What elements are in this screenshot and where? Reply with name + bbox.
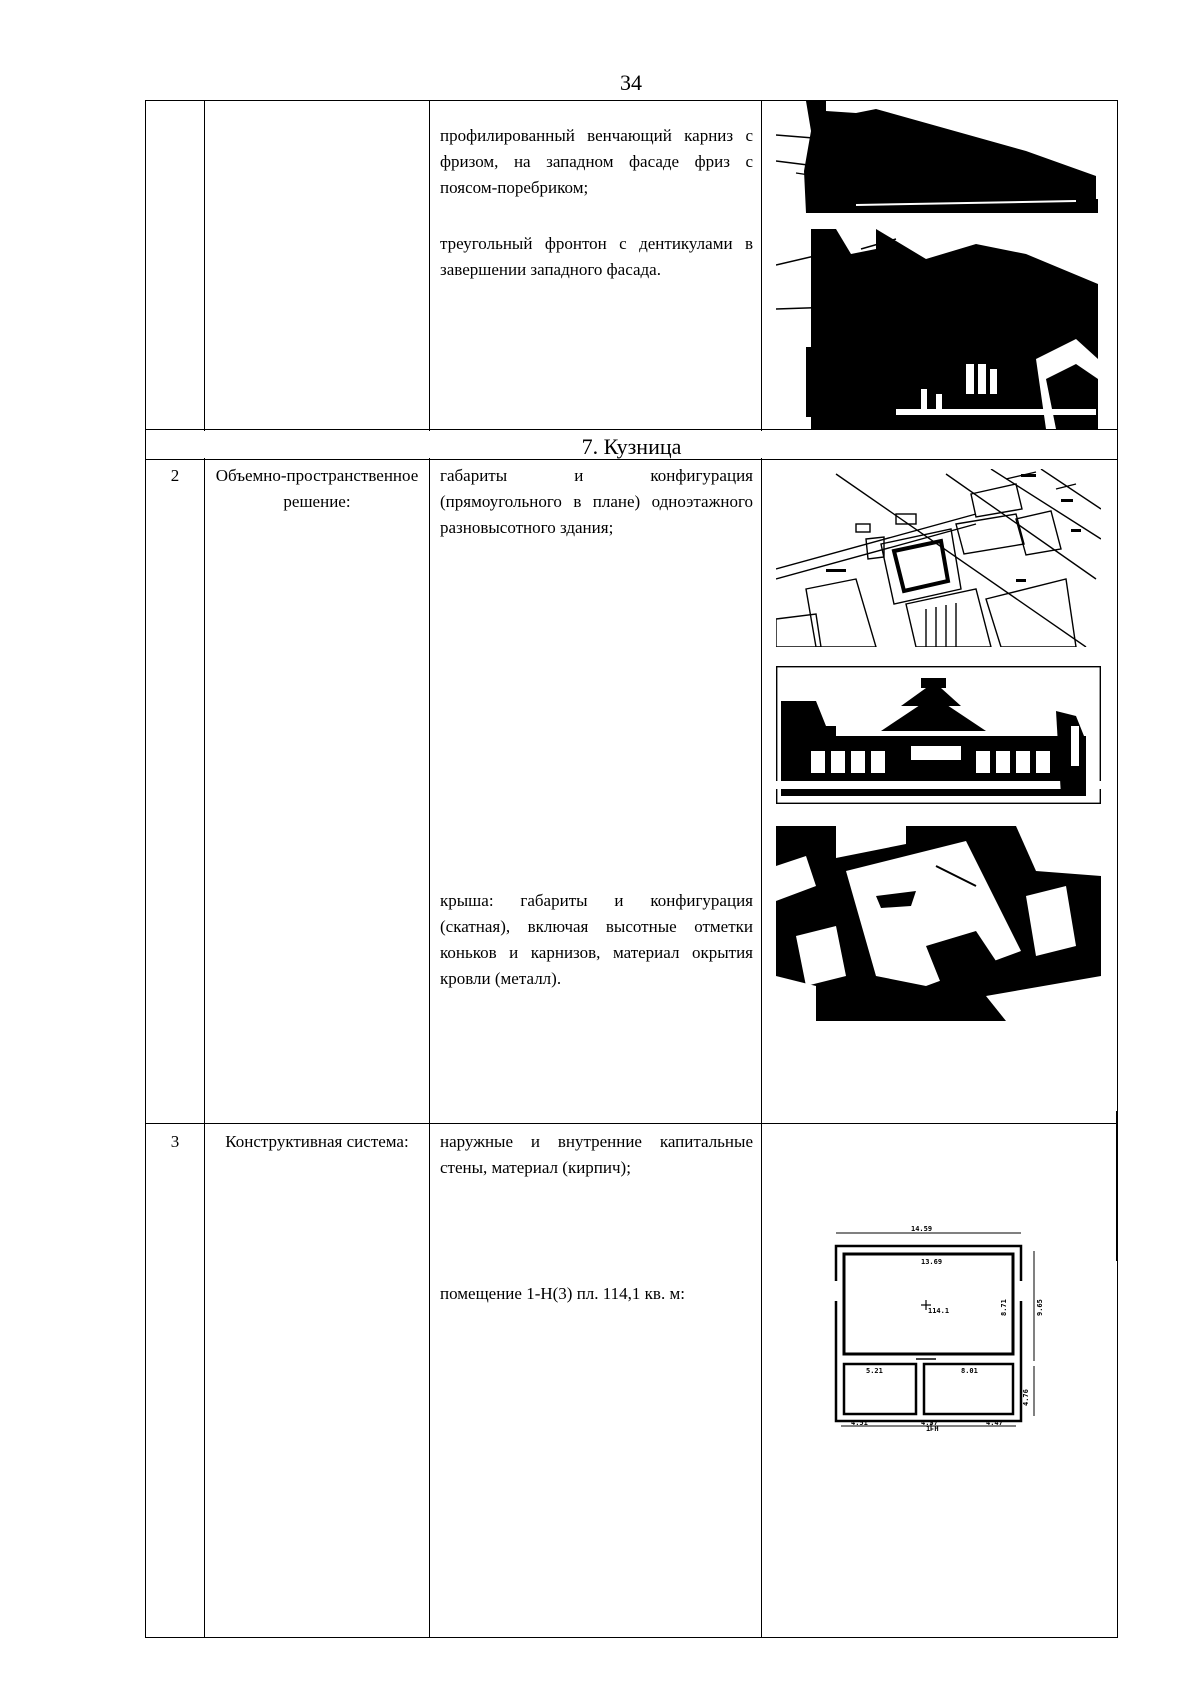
row-2-description-dimensions: габариты и конфигурация (прямоугольного в плане) одноэтажного разновысотного здания; bbox=[440, 466, 753, 537]
row-2-description-roof: крыша: габариты и конфигурация (скатная), включая высотные отметки коньков и карнизов, материал окрытия кровли (металл). bbox=[440, 891, 753, 988]
floor-plan-label: 8.71 bbox=[1000, 1299, 1008, 1316]
row-divider-row3 bbox=[146, 1123, 1117, 1124]
cornice-photo bbox=[776, 101, 1098, 213]
facade-photo bbox=[776, 666, 1101, 804]
row-3-description-room: помещение 1-Н(3) пл. 114,1 кв. м: bbox=[440, 1284, 685, 1303]
document-table bbox=[145, 100, 1118, 1638]
row-3-number: 3 bbox=[170, 1132, 180, 1151]
top-row-description-cornice: профилированный венчающий карниз с фризом, на западном фасаде фриз с поясом-поребриком; bbox=[440, 126, 753, 197]
floor-plan-label: 9.65 bbox=[1036, 1299, 1044, 1316]
top-row-description-pediment: треугольный фронтон с дентикулами в завершении западного фасада. bbox=[440, 234, 753, 279]
floor-plan-label: 13.69 bbox=[921, 1258, 943, 1266]
column-divider-1 bbox=[204, 101, 205, 1637]
row-2-name: Объемно-пространственное решение: bbox=[215, 466, 419, 511]
floor-plan-drawing bbox=[816, 1221, 1056, 1431]
row-divider-section bbox=[146, 429, 1117, 430]
row-divider-row2 bbox=[146, 459, 1117, 460]
row-2-number: 2 bbox=[170, 466, 180, 485]
floor-plan-label: 4.76 bbox=[1022, 1389, 1030, 1406]
floor-plan-label: 114.1 bbox=[928, 1307, 950, 1315]
floor-plan-label: 4.47 bbox=[986, 1419, 1003, 1427]
site-plan-image bbox=[776, 469, 1101, 647]
edge-mark bbox=[1116, 1111, 1117, 1261]
floor-plan-label: 1-H bbox=[926, 1425, 939, 1431]
row-3-name: Конструктивная система: bbox=[225, 1132, 409, 1151]
row-3-description-walls: наружные и внутренние капитальные стены, материал (кирпич); bbox=[440, 1132, 753, 1177]
pediment-photo bbox=[776, 229, 1098, 429]
section-title: 7. Кузница bbox=[581, 434, 682, 459]
page-number: 34 bbox=[620, 70, 642, 95]
floor-plan-label: 14.59 bbox=[911, 1225, 933, 1233]
roof-aerial-photo bbox=[776, 826, 1101, 1021]
floor-plan-label: 5.21 bbox=[866, 1367, 883, 1375]
floor-plan-label: 4.51 bbox=[851, 1419, 868, 1427]
floor-plan-label: 4.37 bbox=[921, 1419, 938, 1427]
column-divider-2 bbox=[429, 101, 430, 1637]
column-divider-3 bbox=[761, 101, 762, 1637]
floor-plan-label: 8.01 bbox=[961, 1367, 978, 1375]
